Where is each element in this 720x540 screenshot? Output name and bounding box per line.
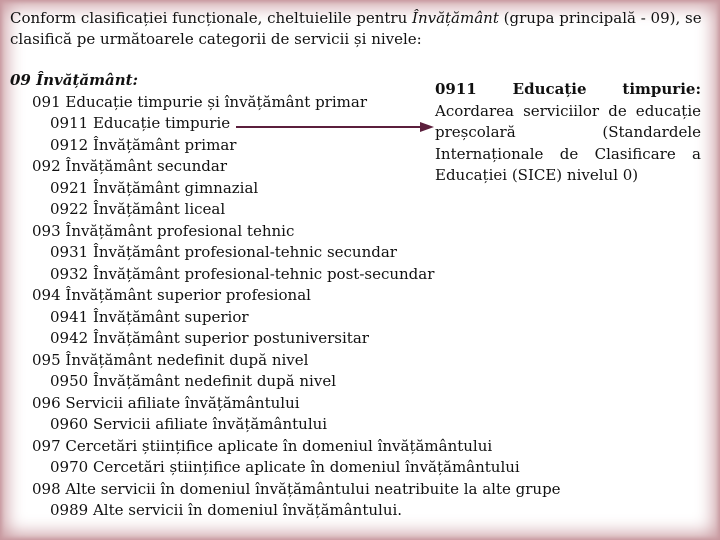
list-item-category: 091 Educație timpurie și învățământ primar: [32, 92, 367, 111]
list-item-subcategory: 0950 Învățământ nedefinit după nivel: [50, 372, 336, 390]
list-item-category: 093 Învățământ profesional tehnic: [32, 221, 295, 240]
list-item-category: 096 Servicii afiliate învățământului: [32, 393, 300, 412]
list-item-subcategory: 0912 Învățământ primar: [50, 135, 237, 154]
list-item-category: 092 Învățământ secundar: [32, 157, 228, 175]
list-item-subcategory: 0931 Învățământ profesional-tehnic secundar: [50, 243, 397, 261]
definition-note: [435, 79, 701, 187]
list-item-subcategory: 0989 Alte servicii în domeniul învățământului.: [50, 501, 403, 519]
list-item-category: 097 Cercetări științifice aplicate în domeniul învățământului: [32, 436, 493, 455]
list-item-category: 094 Învățământ superior profesional: [32, 286, 311, 304]
list-item-subcategory: 0960 Servicii afiliate învățământului: [50, 415, 328, 433]
note-body: Acordarea serviciilor de educație preșcolară (Standardele Internaționale de Clasificare a Educației (SICE) nivelul 0): [435, 101, 701, 184]
note-code: 0911 Educație timpurie:: [435, 80, 701, 98]
arrow-head-icon: [420, 122, 434, 132]
intro-paragraph: [10, 8, 710, 50]
list-item-subcategory: 0922 Învățământ liceal: [50, 200, 226, 218]
intro-italic-term: Învățământ: [412, 9, 499, 27]
list-item-subcategory: 0970 Cercetări științifice aplicate în domeniul învățământului: [50, 458, 520, 476]
list-item-subcategory: 0941 Învățământ superior: [50, 307, 249, 326]
intro-text-end: (grupa principală - 09), se clasifică pe următoarele categorii de servicii și nivele:: [10, 9, 702, 48]
list-item-subcategory: 0932 Învățământ profesional-tehnic post-secundar: [50, 264, 435, 283]
intro-text-start: Conform clasificației funcționale, cheltuielile pentru: [10, 9, 413, 27]
list-item-subcategory: 0942 Învățământ superior postuniversitar: [50, 329, 369, 347]
list-item-subcategory: 0921 Învățământ gimnazial: [50, 178, 259, 197]
list-item-subcategory: 0911 Educație timpurie: [50, 114, 231, 132]
list-item-category: 095 Învățământ nedefinit după nivel: [32, 350, 309, 369]
arrow-connector: [236, 119, 434, 135]
list-item-category: 098 Alte servicii în domeniul învățământului neatribuite la alte grupe: [32, 479, 561, 498]
list-heading: 09 Învățământ:: [10, 71, 139, 89]
